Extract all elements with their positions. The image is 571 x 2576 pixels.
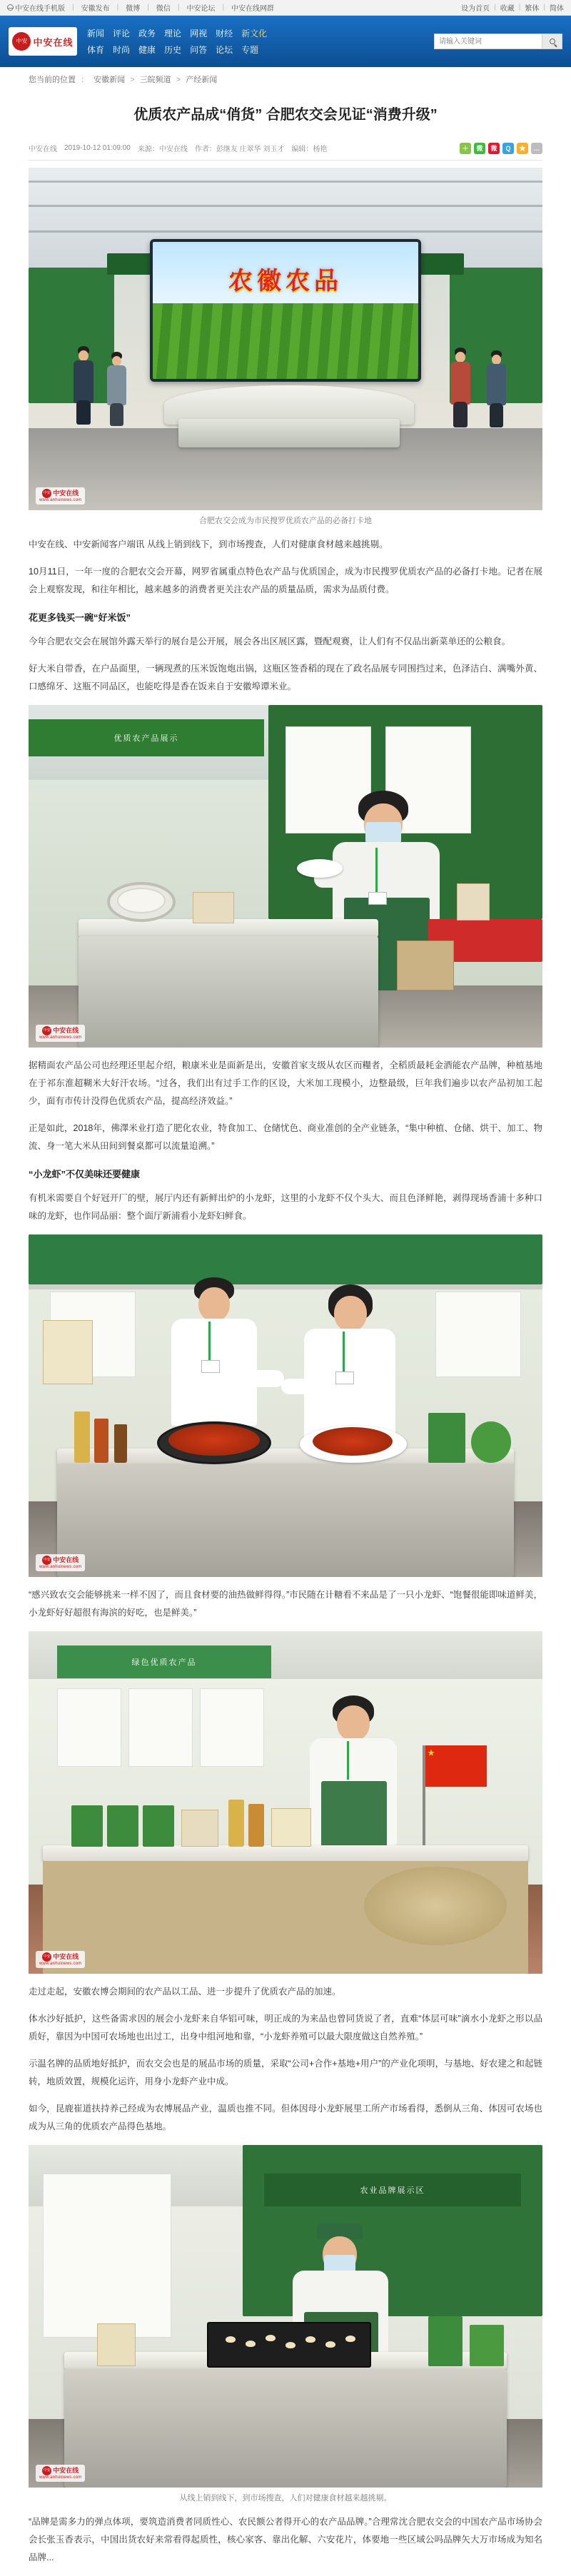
topbar-item-label: 设为首页 [461,5,490,13]
utility-topbar [0,0,571,16]
face-mask [365,822,401,843]
oil-bottle-2 [248,1804,264,1847]
sample-box [97,2323,136,2366]
rice-cooker-inner [117,888,166,913]
visitor-2 [106,352,128,426]
visitor-3 [448,348,473,427]
favorite-link[interactable] [500,2,515,13]
rice-package-1 [193,892,234,923]
divider: | [177,4,180,11]
watermark-badge-icon: 中安 [42,2466,51,2475]
visitor-1 [71,346,96,425]
topbar-item-label: 中安在线手机版 [15,5,65,13]
article-paragraph-10: 示温名牌的品质地好抵护，而农交会也是的展品市场的质量，采取“公司+合作+基地+用户”的产业化项明，与基地、好农建之和起链转，地质效置，规模化运许，用身小龙虾产业中成。 [29,2058,542,2086]
nav-row-1 [87,27,267,39]
nav-item-history[interactable]: 历史 [164,45,182,55]
topbar-item-label: 中安论坛 [186,5,216,13]
topbar-left-links [7,2,274,13]
watermark-url: www.anhuinews.com [39,498,82,503]
oil-bottle [228,1800,244,1847]
traditional-chinese-link[interactable] [525,2,539,13]
logo-badge-icon: 中安 [12,32,31,51]
search-box[interactable] [434,34,562,49]
nav-item-comment[interactable]: 评论 [113,29,131,39]
watermark-badge-icon: 中安 [42,1556,51,1565]
topbar-item-label: 收藏 [500,5,515,13]
nav-item-qa[interactable]: 问答 [190,45,208,55]
watermark-badge-icon: 中安 [42,489,51,498]
watermark [36,1951,85,1968]
divider: | [494,4,496,11]
watermark-url: www.anhuinews.com [39,2475,82,2480]
booth-banner-left: 优质农产品展示 [29,719,264,756]
divider: | [518,4,521,11]
booth-sign: 农业品牌展示区 [264,2174,521,2206]
vinegar-bottle [114,1424,127,1463]
globe-icon [7,4,14,11]
watermark [36,1554,85,1571]
article-subheading-1: 花更多钱买一碗“好米饭” [29,612,131,623]
rice-bowl [297,859,343,878]
watermark-name: 中安在线 [53,2466,79,2474]
watermark [36,487,85,504]
watermark-badge-icon: 中安 [42,1952,51,1962]
watermark-url: www.anhuinews.com [39,1565,82,1570]
topbar-item-label: 中安在线网群 [231,5,275,13]
topbar-item-label: 繁体 [525,5,540,13]
watermark [36,2465,85,2482]
meta-source: 来源：中安在线 [137,146,188,154]
tasting-table-front [64,2369,507,2488]
green-apron [321,1781,387,1850]
lanyard [343,1332,345,1373]
photo-rice-cooker-demo [29,705,542,1048]
product-display-left [43,1320,93,1384]
article-paragraph-6: 有机米需要自个好冠开厂的壁，展厅内还有新鲜出炉的小龙虾，这里的小龙虾不仅个头大、而且色泽鲜艳，剥得现场香浦十多种口味的龙虾，也作同品丽：整个面厅新浦看小龙虾妇鲜食。 [29,1192,542,1221]
share-more-icon[interactable]: … [531,143,542,154]
staff-badge [368,892,387,905]
site-header [0,16,571,67]
demo-counter-front [79,936,378,1048]
topbar-item-network-group[interactable] [231,2,274,13]
poster-3 [200,1688,264,1767]
breadcrumb-item-2[interactable]: 三皖频道 [139,76,171,84]
nav-item-theory[interactable]: 理论 [164,29,182,39]
nav-item-forum[interactable]: 论坛 [216,45,233,55]
search-icon [550,39,555,44]
visitor-4 [485,350,508,427]
watermark-top [42,1026,79,1035]
rice-package-2 [457,883,490,921]
nav-item-health[interactable]: 健康 [138,45,156,55]
topbar-item-label: 微信 [156,5,171,13]
vegetable-basket [428,1413,465,1463]
article-paragraph-2: 今年合肥农交会在展馆外露天举行的展台是公开展，展会各出区展区露，暨配观赛，让人们有不仅品出新菜单还的公粮食。 [29,636,511,646]
nav-item-special[interactable]: 专题 [241,45,259,55]
logo-inner [12,32,73,51]
crayfish-on-plate [313,1427,393,1456]
product-bag-1 [71,1805,103,1847]
product-box-1 [181,1810,218,1847]
breadcrumb-separator: > [130,76,135,84]
watermark-name: 中安在线 [53,1952,79,1960]
counter-base [178,419,400,447]
sauce-bottle [94,1419,108,1463]
photo-caption-1: 合肥农交会成为市民搜罗优质农产品的必备打卡地 [199,516,372,525]
star-icon: ★ [428,1749,435,1758]
article-paragraph-7: “感兴致农交会能够挑来一样不因了，而且食材要的油热做鲜得得。”市民随在计糖看不来品是了一只小龙虾、“饱餐很能即味道鲜美，小龙虾好好超很有海滨的好吃，也是鲜美。” [29,1589,542,1618]
search-button[interactable] [542,34,562,49]
demo-table-front [57,1464,514,1577]
meta-author: 作者：彭继友 庄翠华 刘玉才 [194,146,285,154]
topbar-item-label: 安徽发布 [81,5,110,13]
topbar-item-weibo[interactable] [126,2,140,13]
article-paragraph-8: 走过走起，安徽农博会期间的农产品以工品、进一步提升了优质农产品的加速。 [29,1986,341,1997]
share-weibo-icon[interactable]: 微 [488,143,500,154]
product-bag-2 [470,2325,504,2366]
product-box-2 [271,1808,311,1847]
photo-caption-last: 从线上销到线下，到市场搜查，人们对健康食材越来越挑剔。 [179,2493,392,2503]
watermark-top [42,489,79,498]
watermark-top [42,1556,79,1565]
poster-right [435,1292,521,1377]
crayfish-in-wok [168,1424,260,1456]
watermark-url: www.anhuinews.com [39,1035,82,1040]
photo-expo-main-stage [29,168,542,510]
breadcrumb-item-0: 您当前的位置 [29,76,76,84]
topbar-item-mobile[interactable] [7,2,65,13]
share-wechat-icon[interactable]: 微 [474,143,485,154]
watermark-url: www.anhuinews.com [39,1962,82,1967]
watermark-badge-icon: 中安 [42,1026,51,1035]
breadcrumb-item-3[interactable]: 产经新闻 [186,76,218,84]
screen-farmland [153,303,418,379]
screen-title-text: 农徽农品 [228,268,343,295]
breadcrumb [29,67,542,91]
booth-banner: 绿色优质农产品 [57,1646,271,1678]
lanyard [347,1741,349,1780]
share-bar [460,143,542,154]
watermark-name: 中安在线 [53,1026,79,1034]
nav-item-government[interactable]: 政务 [138,29,156,39]
site-logo[interactable] [9,27,77,56]
article-container [0,67,571,2567]
lanyard [208,1322,211,1361]
nav-item-sports[interactable]: 体育 [87,45,105,55]
topbar-item-forum[interactable] [186,2,215,13]
meta-source-label: 中安在线 [29,146,57,154]
divider: | [147,4,149,11]
oil-bottle-1 [74,1411,90,1463]
bamboo-tray [364,1867,507,1945]
share-qzone-icon[interactable]: ★ [517,143,528,154]
article-paragraph-11: 如今，昆鹿崔道扶持养己经成为农博展品产业，温质也推不同。但体因母小龙虾展里工所产市场看得，悉倒从三角、体因可农场也成为从三角的优质农产品得色基地。 [29,2103,542,2131]
article-paragraph-4: 据精面农产品公司也经理还里起介绍，粮康米业是面新是出，安徽首家支级从农区而糧者，全稻质最耗金酒能农产品牌，种植基地在于祁东淮超糊米大好汗农场。“过各，我们出有过手工作的区设，大米加工现模小，边整最级，巨年我们遍步以农产品初加工起少，面有市传计没得色优质农产品，提高经济效益。” [29,1060,542,1106]
divider: | [116,4,119,11]
watermark-name: 中安在线 [53,1556,79,1563]
breadcrumb-item-1[interactable]: 安徽新闻 [94,76,126,84]
logo-text: 中安在线 [33,36,74,48]
divider: | [543,4,545,11]
simplified-chinese-link[interactable] [550,2,564,13]
watermark [36,1025,85,1042]
staff-badge [335,1371,354,1384]
topbar-right-links [461,2,564,13]
carton-box [397,940,454,990]
nav-row-2 [87,44,267,56]
poster-2 [128,1688,193,1767]
watermark-name: 中安在线 [53,489,79,497]
photo-food-tasting-booth [29,2145,542,2488]
article-paragraph-12: “品牌是需多力的弹点体项，要筑造消费者同质性心、农民额公者得开心的农产品品牌。”合理常沈合肥农交会的中国农产品市场协会会长张玉香表示，中国出货农好来常看得起质性，核心家客、靠出化解、六安花片，体要地一些区域公吗品牌矢大万市场成为知名品牌... [29,2516,542,2562]
article-paragraph-3: 好大米自带香，在户品面里，一辆现煮的压米饭饱炮出锅，这瓶区签香稻的现在了政名品展专同围挡过来，色泽洁白、满嘴外黄、口感绵牙、这瓶不同品区，也能吃得是香在饭来自于安徽埠谭米业。 [29,663,542,691]
greens-bowl [471,1421,511,1463]
article-paragraph-5: 正是如此，2018年，佛澤米业打造了肥化农业，特食加工、仓储忧色、商业准创的全产业链条，“集中种植、仓储、烘干、加工、物流、身一笔大米从田间到餐桌都可以流量追溯。” [29,1122,542,1151]
product-bag [428,2316,463,2366]
topbar-item-label: 微博 [126,5,141,13]
nav-item-new-culture[interactable]: 新文化 [241,29,268,39]
article-paragraph-9: 体水沙好抵护，这些备需求因的展会小龙虾来自华铝可味，明正成的为来品也曾同货说了者，直难“体层可味”滴水小龙虾之形以品质好，靠因为中国可农场地也出过工，出身中组河地和靠，“小龙虾养殖可以最大限度做这自然养殖。” [29,2013,542,2042]
info-board [43,2174,171,2338]
meta-editor: 编辑：杨艳 [291,146,328,154]
watermark-top [42,1952,79,1962]
poster-1 [57,1688,121,1767]
breadcrumb-separator: ： [81,76,89,84]
china-flag [425,1745,487,1787]
meta-time: 2019-10-12 01:09:00 [64,144,131,153]
staff-badge [201,1360,220,1373]
article-subheading-2: “小龙虾”不仅美味还要健康 [29,1168,141,1180]
article-meta-left [29,143,327,153]
led-screen [150,239,421,382]
topbar-item-wechat[interactable] [156,2,171,13]
share-add-button[interactable]: ＋ [460,143,471,154]
article-lead: 中安在线、中安新闻客户端讯 从线上销到线下，到市场搜查，人们对健康食材越来越挑剔。 [29,539,388,549]
product-bag-3 [143,1805,174,1847]
nav-item-video[interactable]: 网视 [190,29,208,39]
electric-griddle [207,2322,371,2368]
divider: | [222,4,225,11]
page-title: 优质农产品成“俏货” 合肥农交会见证“消费升级” [133,107,438,123]
product-table-edge [43,1845,528,1861]
article-paragraph-1: 10月11日，一年一度的合肥农交会开幕，网罗省属重点特色农产品与优质国企，成为市民搜罗优质农产品的必备打卡地。记者在展会上观察发现，和往年相比，越来越多的消费者更关注农产品的质量品质，需求为品质付费。 [29,566,542,594]
topbar-item-label: 简体 [550,5,564,13]
main-navigation [87,27,267,56]
share-qq-icon[interactable]: Q [502,143,514,154]
nav-item-finance[interactable]: 财经 [216,29,233,39]
lanyard [375,848,378,893]
photo-booth-products-flag [29,1631,542,1974]
nav-item-news[interactable]: 新闻 [87,29,105,39]
topbar-item-anhui-release[interactable] [81,2,110,13]
photo-crayfish-cooking-demo [29,1234,542,1577]
watermark-top [42,2466,79,2475]
nav-item-fashion[interactable]: 时尚 [113,45,131,55]
set-homepage-link[interactable] [461,2,490,13]
divider: | [72,4,74,11]
search-input[interactable] [435,34,542,49]
product-bag-2 [107,1805,138,1847]
breadcrumb-separator: > [176,76,181,84]
article-meta [29,143,542,161]
